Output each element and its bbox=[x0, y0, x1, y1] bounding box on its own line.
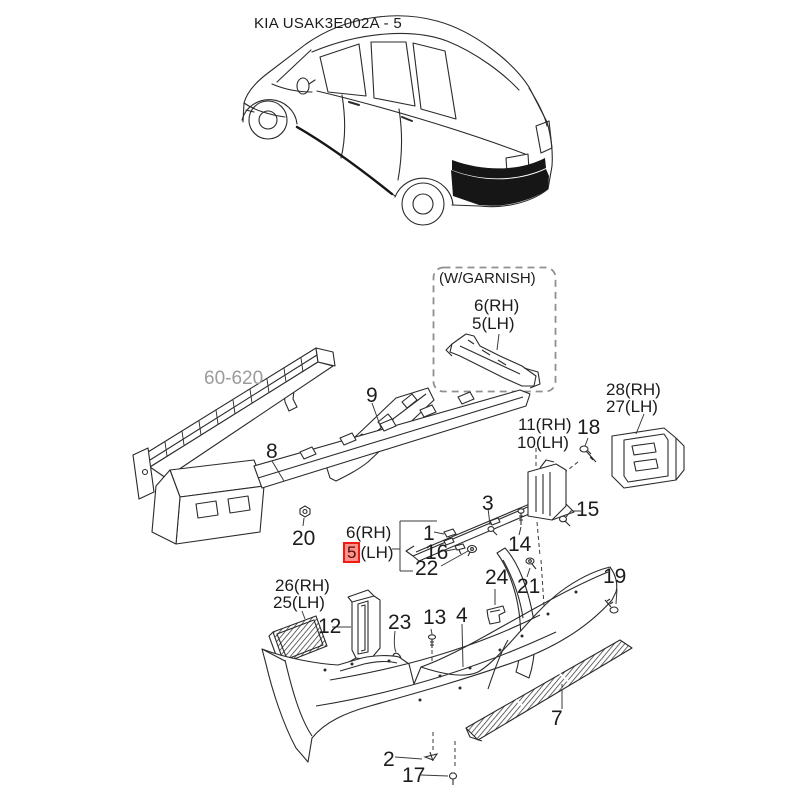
inset-callout-6rh[interactable]: 6(RH) bbox=[474, 296, 520, 315]
callout-27lh[interactable]: 27(LH) bbox=[606, 397, 658, 416]
side-bracket-10-11[interactable] bbox=[528, 460, 574, 520]
callout-18[interactable]: 18 bbox=[577, 416, 601, 439]
callout-13[interactable]: 13 bbox=[423, 606, 447, 629]
step-pad-7[interactable] bbox=[466, 640, 632, 741]
callout-28rh[interactable]: 28(RH) bbox=[606, 380, 661, 399]
highlighted-part-box[interactable]: 5 bbox=[343, 542, 360, 563]
callout-8[interactable]: 8 bbox=[266, 440, 278, 463]
callout-4[interactable]: 4 bbox=[456, 604, 468, 627]
bracket-27-28[interactable] bbox=[612, 414, 684, 488]
callout-12[interactable]: 12 bbox=[318, 615, 342, 638]
callout-3[interactable]: 3 bbox=[482, 492, 494, 515]
callout-22[interactable]: 22 bbox=[415, 557, 439, 580]
callout-20[interactable]: 20 bbox=[292, 527, 316, 550]
callout-10lh[interactable]: 10(LH) bbox=[517, 433, 569, 452]
callout-16[interactable]: 16 bbox=[425, 541, 449, 564]
clip-22 bbox=[468, 546, 477, 557]
callout-25lh[interactable]: 25(LH) bbox=[273, 593, 325, 612]
screw-14 bbox=[518, 509, 524, 535]
car-illustration bbox=[242, 16, 552, 225]
callout-5lh[interactable] bbox=[343, 542, 394, 563]
inset-title: (W/GARNISH) bbox=[439, 270, 536, 287]
diagram-title: KIA USAK3E002A - 5 bbox=[254, 15, 402, 32]
clip-2 bbox=[395, 752, 437, 761]
callout-1[interactable]: 1 bbox=[423, 522, 435, 545]
callout-14[interactable]: 14 bbox=[508, 533, 532, 556]
inset-callout-5lh[interactable]: 5(LH) bbox=[472, 314, 515, 333]
ref-label-60-620[interactable]: 60-620 bbox=[204, 368, 264, 389]
callout-5lh-suffix: (LH) bbox=[360, 542, 394, 562]
screw-17 bbox=[421, 773, 457, 785]
callout-26rh[interactable]: 26(RH) bbox=[275, 576, 330, 595]
callout-11rh[interactable]: 11(RH) bbox=[518, 415, 572, 434]
callout-2[interactable]: 2 bbox=[383, 748, 395, 771]
callout-6rh[interactable]: 6(RH) bbox=[346, 523, 392, 542]
bolt-18 bbox=[580, 438, 596, 462]
bracket-24 bbox=[487, 589, 505, 624]
callout-19[interactable]: 19 bbox=[603, 565, 627, 588]
clip-13 bbox=[429, 629, 436, 648]
callout-9[interactable]: 9 bbox=[366, 384, 378, 407]
callout-23[interactable]: 23 bbox=[388, 611, 412, 634]
callout-15[interactable]: 15 bbox=[576, 498, 600, 521]
inset-garnish-part[interactable] bbox=[446, 334, 540, 388]
callout-17[interactable]: 17 bbox=[402, 764, 426, 787]
nut-20 bbox=[300, 506, 310, 526]
callout-24[interactable]: 24 bbox=[485, 566, 509, 589]
callout-7[interactable]: 7 bbox=[551, 707, 563, 730]
callout-21[interactable]: 21 bbox=[517, 575, 541, 598]
